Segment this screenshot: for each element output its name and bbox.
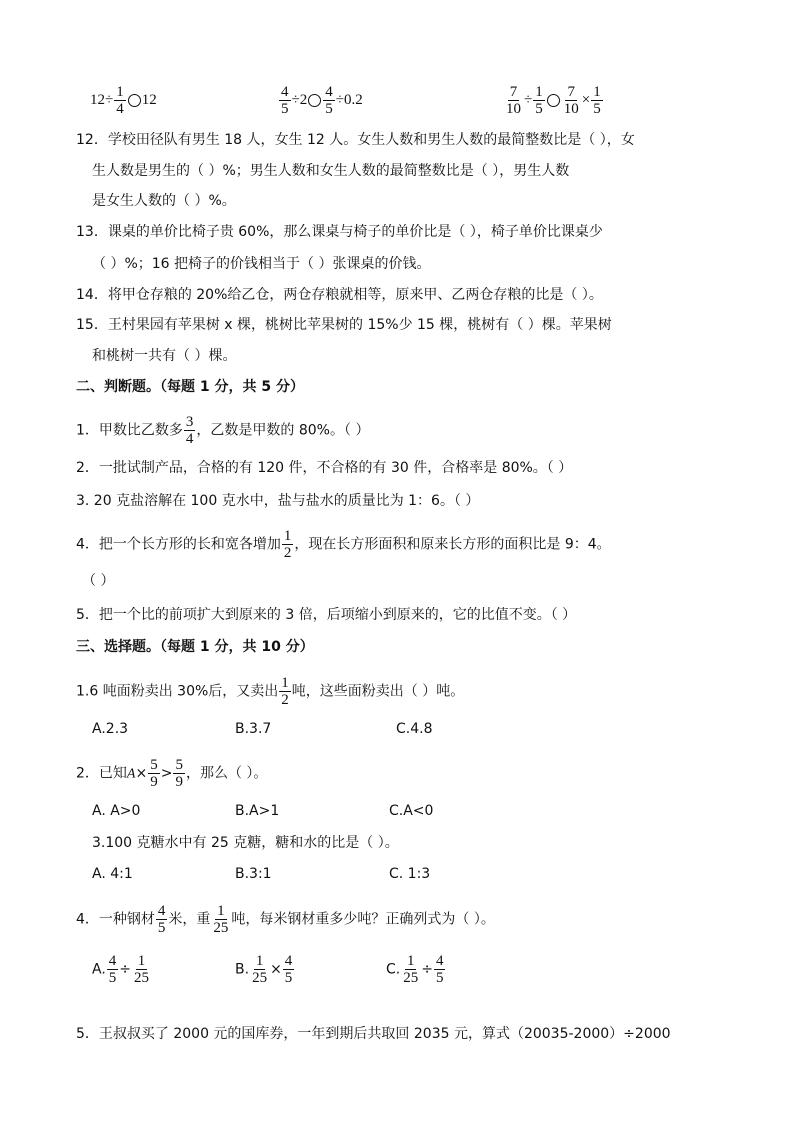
choice-1-option-c[interactable]: C.4.8 (396, 721, 433, 737)
compare-circle-icon (547, 94, 560, 107)
question-15-line-2: 和桃树一共有（ ）棵。 (92, 348, 237, 364)
compare-circle-icon (128, 94, 141, 107)
fraction: $\frac{1}{2}$ (281, 675, 289, 708)
choice-3-option-c[interactable]: C. 1:3 (389, 866, 431, 882)
choice-2-option-b[interactable]: B.A>1 (235, 803, 280, 819)
choice-1-option-b[interactable]: B.3.7 (235, 721, 272, 737)
fraction: $\frac{7}{10}$ (563, 84, 579, 117)
fraction: $\frac{1}{4}$ (116, 84, 124, 117)
choice-4-option-b[interactable]: B. $\frac{1}{25}$ × $\frac{4}{5}$ (235, 953, 293, 986)
judge-question-1: 1．甲数比乙数多 $\frac{3}{4}$ ，乙数是甲数的 80%。（ ） (76, 414, 370, 447)
judge-question-3: 3. 20 克盐溶解在 100 克水中，盐与盐水的质量比为 1：6。（ ） (76, 493, 480, 509)
fraction: $\frac{1}{5}$ (535, 84, 543, 117)
fraction: $\frac{5}{9}$ (175, 757, 183, 790)
fraction: $\frac{3}{4}$ (185, 414, 194, 447)
comparison-3: $\frac{7}{10}$ ÷ $\frac{1}{5}$ $\frac{7}{10}$ × $\frac{1}{5}$ (506, 84, 601, 117)
choice-question-3: 3.100 克糖水中有 25 克糖，糖和水的比是（ ）。 (92, 835, 399, 851)
judge-question-2: 2．一批试制产品，合格的有 120 件，不合格的有 30 件，合格率是 80%。（ ） (76, 460, 573, 476)
fraction: $\frac{1}{2}$ (283, 528, 292, 561)
fraction: $\frac{4}{5}$ (325, 84, 333, 117)
fraction: $\frac{1}{25}$ (252, 953, 268, 986)
question-12-line-3: 是女生人数的（ ）%。 (92, 193, 236, 209)
choice-question-4: 4．一种钢材 $\frac{4}{5}$ 米，重 $\frac{1}{25}$ 吨，每米钢材重多少吨？正确列式为（ ）。 (76, 903, 495, 936)
question-15-line-1: 15．王村果园有苹果树 x 棵，桃树比苹果树的 15%少 15 棵，桃树有（ ）棵。苹果树 (76, 317, 612, 333)
question-13-line-1: 13．课桌的单价比椅子贵 60%，那么课桌与椅子的单价比是（ ），椅子单价比课桌少 (76, 224, 603, 240)
judge-question-4: 4．把一个长方形的长和宽各增加 $\frac{1}{2}$ ，现在长方形面积和原来长方形的面积比是 9：4。 (76, 528, 611, 561)
compare-circle-icon (308, 94, 321, 107)
choice-2-option-c[interactable]: C.A<0 (389, 803, 434, 819)
choice-3-option-b[interactable]: B.3:1 (235, 866, 272, 882)
fraction: $\frac{7}{10}$ (506, 84, 521, 117)
choice-question-1: 1.6 吨面粉卖出 30%后，又卖出 $\frac{1}{2}$ 吨，这些面粉卖出（ ）吨。 (76, 675, 465, 708)
choice-question-5: 5．王叔叔买了 2000 元的国库券，一年到期后共取回 2035 元，算式（20035-2000）÷2000 (76, 1026, 671, 1042)
question-12-line-1: 12．学校田径队有男生 18 人，女生 12 人。女生人数和男生人数的最简整数比是（ ），女 (76, 132, 635, 148)
choice-4-option-a[interactable]: A. $\frac{4}{5}$ ÷ $\frac{1}{25}$ (92, 953, 150, 986)
judge-question-4-paren: （ ） (82, 573, 115, 589)
fraction: $\frac{4}{5}$ (281, 84, 289, 117)
fraction: $\frac{5}{9}$ (150, 757, 158, 790)
fraction: $\frac{4}{5}$ (435, 953, 444, 986)
comparison-1: 12÷ $\frac{1}{4}$ 12 (90, 84, 157, 117)
judge-question-5: 5．把一个比的前项扩大到原来的 3 倍，后项缩小到原来的，它的比值不变。（ ） (76, 607, 577, 623)
comparison-2: $\frac{4}{5}$ ÷2 $\frac{4}{5}$ ÷0.2 (281, 84, 363, 117)
section-2-title: 二、判断题。（每题 1 分，共 5 分） (76, 379, 304, 395)
fraction: $\frac{4}{5}$ (108, 953, 117, 986)
section-3-title: 三、选择题。（每题 1 分，共 10 分） (76, 639, 314, 655)
question-14: 14．将甲仓存粮的 20%给乙仓，两仓存粮就相等，原来甲、乙两仓存粮的比是（ ）。 (76, 287, 603, 303)
fraction: $\frac{1}{25}$ (403, 953, 419, 986)
question-13-line-2: （ ）%；16 把椅子的价钱相当于（ ）张课桌的价钱。 (92, 256, 431, 272)
fraction: $\frac{1}{5}$ (593, 84, 601, 117)
fraction: $\frac{1}{25}$ (213, 903, 229, 936)
choice-question-2: 2．已知A× $\frac{5}{9}$ > $\frac{5}{9}$ ，那么（ ）。 (76, 757, 268, 790)
fraction: $\frac{1}{25}$ (134, 953, 150, 986)
choice-1-option-a[interactable]: A.2.3 (92, 721, 129, 737)
question-12-line-2: 生人数是男生的（ ）%；男生人数和女生人数的最简整数比是（ ），男生人数 (92, 163, 570, 179)
choice-2-option-a[interactable]: A. A>0 (92, 803, 141, 819)
fraction: $\frac{4}{5}$ (284, 953, 293, 986)
choice-4-option-c[interactable]: C. $\frac{1}{25}$ ÷ $\frac{4}{5}$ (386, 953, 444, 986)
fraction: $\frac{4}{5}$ (157, 903, 166, 936)
choice-3-option-a[interactable]: A. 4:1 (92, 866, 133, 882)
